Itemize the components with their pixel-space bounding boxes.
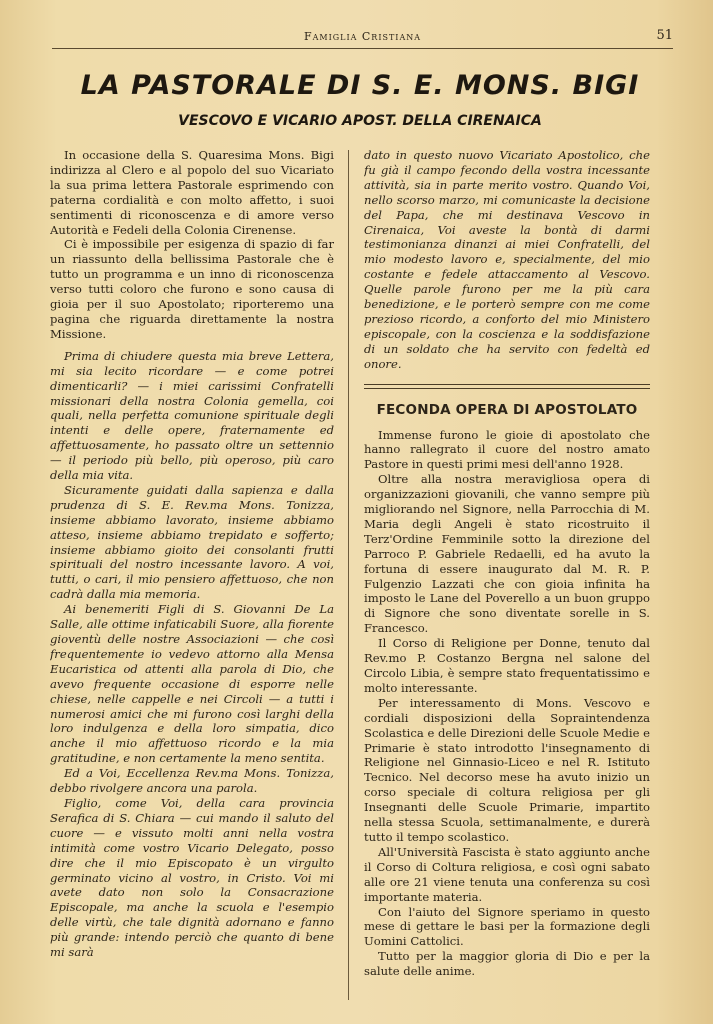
body-paragraph: Ci è impossibile per esigenza di spazio di far un riassunto della bellissima Pastorale che è tutto un programma e un inno di riconoscenza verso tutti coloro che furono e sono causa di gioia per il suo Apostolato; riporteremo una pagina che riguarda direttamente la nostra Missione.	[50, 237, 334, 341]
quoted-continuation: dato in questo nuovo Vicariato Apostolico, che fu già il campo fecondo della vostra incessante attività, sia in parte merito vostro. Quando Voi, nello scorso marzo, mi comunicaste la decisione del Papa, che mi destinava Vescovo in Cirenaica, Voi aveste la bontà di darmi testimonianza dinanzi ai miei Confratelli, del mio modesto lavoro e, specialmente, del mio costante e fedele attaccamento al Vescovo. Quelle parole furono per me la più cara benedizione, e le porterò sempre con me come prezioso ricordo, a conforto del mio Ministero episcopale, con la coscienza e la soddisfazione di un soldato che ha servito con fedeltà ed onore.	[364, 148, 650, 371]
body-paragraph: All'Università Fascista è stato aggiunto anche il Corso di Coltura religiosa, e così ogni sabato alle ore 21 viene tenuta una conferenza su così importante materia.	[364, 844, 650, 904]
body-paragraph: Il Corso di Religione per Donne, tenuto dal Rev.mo P. Costanzo Bergna nel salone del Circolo Libia, è sempre stato frequentatissimo e molto interessante.	[364, 636, 650, 695]
section-rule	[364, 388, 650, 389]
body-paragraph: In occasione della S. Quaresima Mons. Bigi indirizza al Clero e al popolo del suo Vicariato la sua prima lettera Pastorale esprimendo con paterna cordialità e con molto affetto, i suoi sentimenti di riconoscenza e di amore verso Autorità e Fedeli della Colonia Cirenense.	[50, 148, 334, 237]
right-column	[364, 148, 650, 1006]
section-heading: FECONDA OPERA DI APOSTOLATO	[376, 401, 638, 418]
section-rule	[364, 384, 650, 385]
quoted-paragraph: Ed a Voi, Eccellenza Rev.ma Mons. Tonizza, debbo rivolgere ancora una parola.	[50, 766, 334, 796]
column-divider	[348, 150, 349, 1000]
article-title: LA PASTORALE DI S. E. MONS. BIGI	[80, 70, 640, 101]
left-column	[50, 148, 334, 1006]
running-title: Famiglia Cristiana	[303, 30, 422, 43]
quoted-paragraph: Figlio, come Voi, della cara provincia Serafica di S. Chiara — cui mando il saluto del cuore — e vissuto molti anni nella vostra intimità come vostro Vicario Delegato, posso dire che il mio Episcopato è un virgulto germinato vicino al vostro, in Cristo. Voi mi avete dato non solo la Consacrazione Episcopale, ma anche la scuola e l'esempio delle virtù, che tale dignità adornano e fanno più grande: intendo perciò che quanto di bene mi sarà	[50, 795, 334, 960]
article-subtitle: VESCOVO E VICARIO APOST. DELLA CIRENAICA	[178, 113, 542, 129]
body-paragraph: Con l'aiuto del Signore speriamo in questo mese di gettare le basi per la formazione degli Uomini Cattolici.	[364, 904, 650, 949]
quoted-paragraph: Prima di chiudere questa mia breve Lettera, mi sia lecito ricordare — e come potrei dimenticarli? — i miei carissimi Confratelli missionari della nostra Colonia gemella, coi quali, nella perfetta comunione spirituale degli intenti e delle opere, fraternamente ed affettuosamente, ho passato oltre un settennio — il periodo più bello, più operoso, più caro della mia vita.	[50, 348, 334, 483]
quoted-paragraph: Sicuramente guidati dalla sapienza e dalla prudenza di S. E. Rev.ma Mons. Tonizza, insieme abbiamo lavorato, insieme abbiamo atteso, insieme abbiamo trepidato e sofferto; insieme abbiamo gioito dei consolanti frutti spirituali del nostro incessante lavoro. A voi, tutti, o cari, il mio pensiero affettuoso, che non cadrà dalla mia memoria.	[50, 482, 334, 602]
body-paragraph: Immense furono le gioie di apostolato che hanno rallegrato il cuore del nostro amato Pastore in questi primi mesi dell'anno 1928.	[364, 427, 650, 472]
running-header	[52, 30, 673, 49]
body-paragraph: Oltre alla nostra meravigliosa opera di organizzazioni giovanili, che vanno sempre più migliorando nel Signore, nella Parrocchia di M. Maria degli Angeli è stato ricostruito il Terz'Ordine Femminile sotto la direzione del Parroco P. Gabriele Redaelli, ed ha avuto la fortuna di essere inaugurato dal M. R. P. Fulgenzio Lazzati che con gioia infinita ha imposto le Lane del Poverello a un buon gruppo di Signore che sono diventate sorelle in S. Francesco.	[364, 472, 650, 636]
body-paragraph: Tutto per la maggior gloria di Dio e per la salute delle anime.	[364, 949, 650, 979]
quoted-paragraph: Ai benemeriti Figli di S. Giovanni De La Salle, alle ottime infaticabili Suore, alla fiorente gioventù delle nostre Associazioni — che così frequentemente io vedevo attorno alla Mensa Eucaristica od attenti alla parola di Dio, che avevo frequente occasione di esporre nelle chiese, nelle cappelle e nei Circoli — a tutti i numerosi amici che mi furono così larghi della loro indulgenza e della loro simpatia, dico anche il mio affettuoso ricordo e la mia gratitudine, e non certamente la meno sentita.	[50, 602, 334, 766]
page-number: 51	[656, 28, 673, 43]
body-paragraph: Per interessamento di Mons. Vescovo e cordiali disposizioni della Sopraintendenza Scolastica e delle Direzioni delle Scuole Medie e Primarie è stato introdotto l'insegnamento di Religione nel Ginnasio-Liceo e nel R. Istituto Tecnico. Nel decorso mese ha avuto inizio un corso speciale di coltura religiosa per gli Insegnanti delle Scuole Primarie, impartito nella stessa Scuola, settimanalmente, e durerà tutto il tempo scolastico.	[364, 695, 650, 844]
